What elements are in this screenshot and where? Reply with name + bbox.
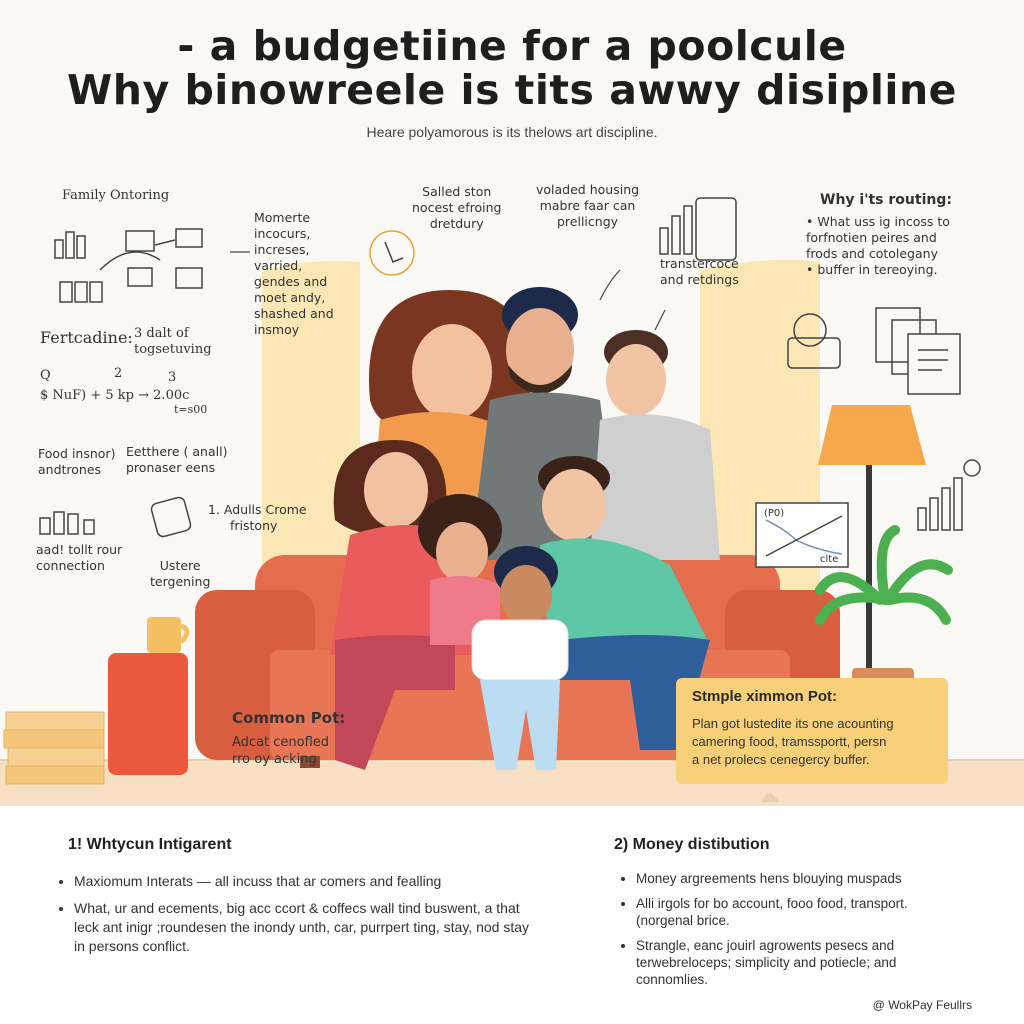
note-ustere: Ustere tergening — [150, 558, 211, 589]
right-bullets — [622, 870, 962, 996]
credit: @ WokPay Feullrs — [872, 998, 972, 1012]
title-line-1: - a budgetiine for a poolcule — [177, 22, 847, 70]
note-voladed: voladed housing mabre faar can prellicngy — [536, 182, 640, 229]
bar-chart-right-icon — [918, 460, 980, 530]
note-eetthere: Eetthere ( anall) pronaser eens — [126, 444, 228, 475]
subtitle: Heare polyamorous is its thelows art discipline. — [366, 124, 658, 140]
note-aad-tollt: aad! tollt rour connection — [36, 542, 123, 573]
note-food-insnor: Food insnor) andtrones — [38, 446, 116, 477]
left-heading: 1! Whtycun Intigarent — [68, 836, 232, 853]
why-routing-title: Why i'ts routing: — [820, 192, 952, 208]
note-formula-sub: t=s00 — [174, 403, 208, 416]
note-formula: $ NuF) + 5 kp → 2.00c — [40, 388, 190, 403]
chart-label: clte — [820, 554, 839, 565]
chart-corner-label: (P0) — [764, 508, 785, 519]
common-pot-title: Common Pot: — [232, 709, 346, 727]
left-bullet-2: • What, ur and ecements, big acc ccort & coffecs wall tind buswent, a that leck ant inigr ;roundesen the inondy unth, car, purrpert ting, stay, nod stay in persons conflict. — [74, 899, 530, 956]
note-fertcadine-sub: 3 dalt of togsetuving — [134, 326, 212, 357]
formula-num-3: 3 — [168, 370, 177, 385]
note-transtercoce: transtercoce and retdings — [660, 256, 739, 287]
side-table — [108, 653, 188, 775]
left-bullet-1: • Maxiomum Interats — all incuss that ar comers and fealling — [74, 872, 530, 891]
hand-pointer-icon — [370, 231, 414, 275]
note-family-ontoring: Family Ontoring — [62, 188, 170, 203]
bottom-panel — [0, 806, 1024, 1024]
note-adults: 1. Adulls Crome fristony — [208, 502, 307, 533]
right-bullet-3: • Strangle, eanc jouirl agrowents pesecs and terwebreloceps; simplicity and potiecle; and connomlies. — [636, 937, 962, 988]
right-heading: 2) Money distibution — [614, 836, 770, 853]
note-salled: Salled ston nocest efroing dretdury — [412, 184, 502, 231]
why-routing-text: • What uss ig incoss to forfnotien peires and frods and cotolegany • buffer in tereoying. — [806, 214, 950, 277]
receipt-icon — [40, 496, 192, 538]
formula-num-2: 2 — [114, 366, 123, 381]
note-fertcadine: Fertcadine: — [40, 328, 133, 347]
right-bullet-2: • Alli irgols for bo account, fooo food, transport. (norgenal brice. — [636, 895, 962, 929]
right-bullet-1: • Money argreements hens blouying muspads — [636, 870, 962, 887]
mug — [147, 617, 181, 653]
title-line-2: Why binowreele is tits awwy disipline — [67, 66, 957, 114]
simple-pot-text: Plan got lustedite its one acounting camering food, tramssportt, persn a net prolecs cenegercy buffer. — [692, 716, 894, 767]
common-pot-text: Adcat cenofled rro oy acking — [232, 735, 330, 767]
note-momente: Momerte incocurs, increses, varried, gendes and moet andy, shashed and insmoy — [254, 210, 334, 337]
formula-num-1: Q — [40, 368, 51, 383]
simple-pot-callout — [676, 678, 948, 784]
bar-chart-icon — [55, 229, 202, 302]
simple-pot-title: Stmple ximmon Pot: — [692, 688, 838, 705]
phone-chart-icon — [660, 198, 736, 260]
left-bullets — [60, 872, 530, 964]
book-stack — [4, 712, 104, 784]
